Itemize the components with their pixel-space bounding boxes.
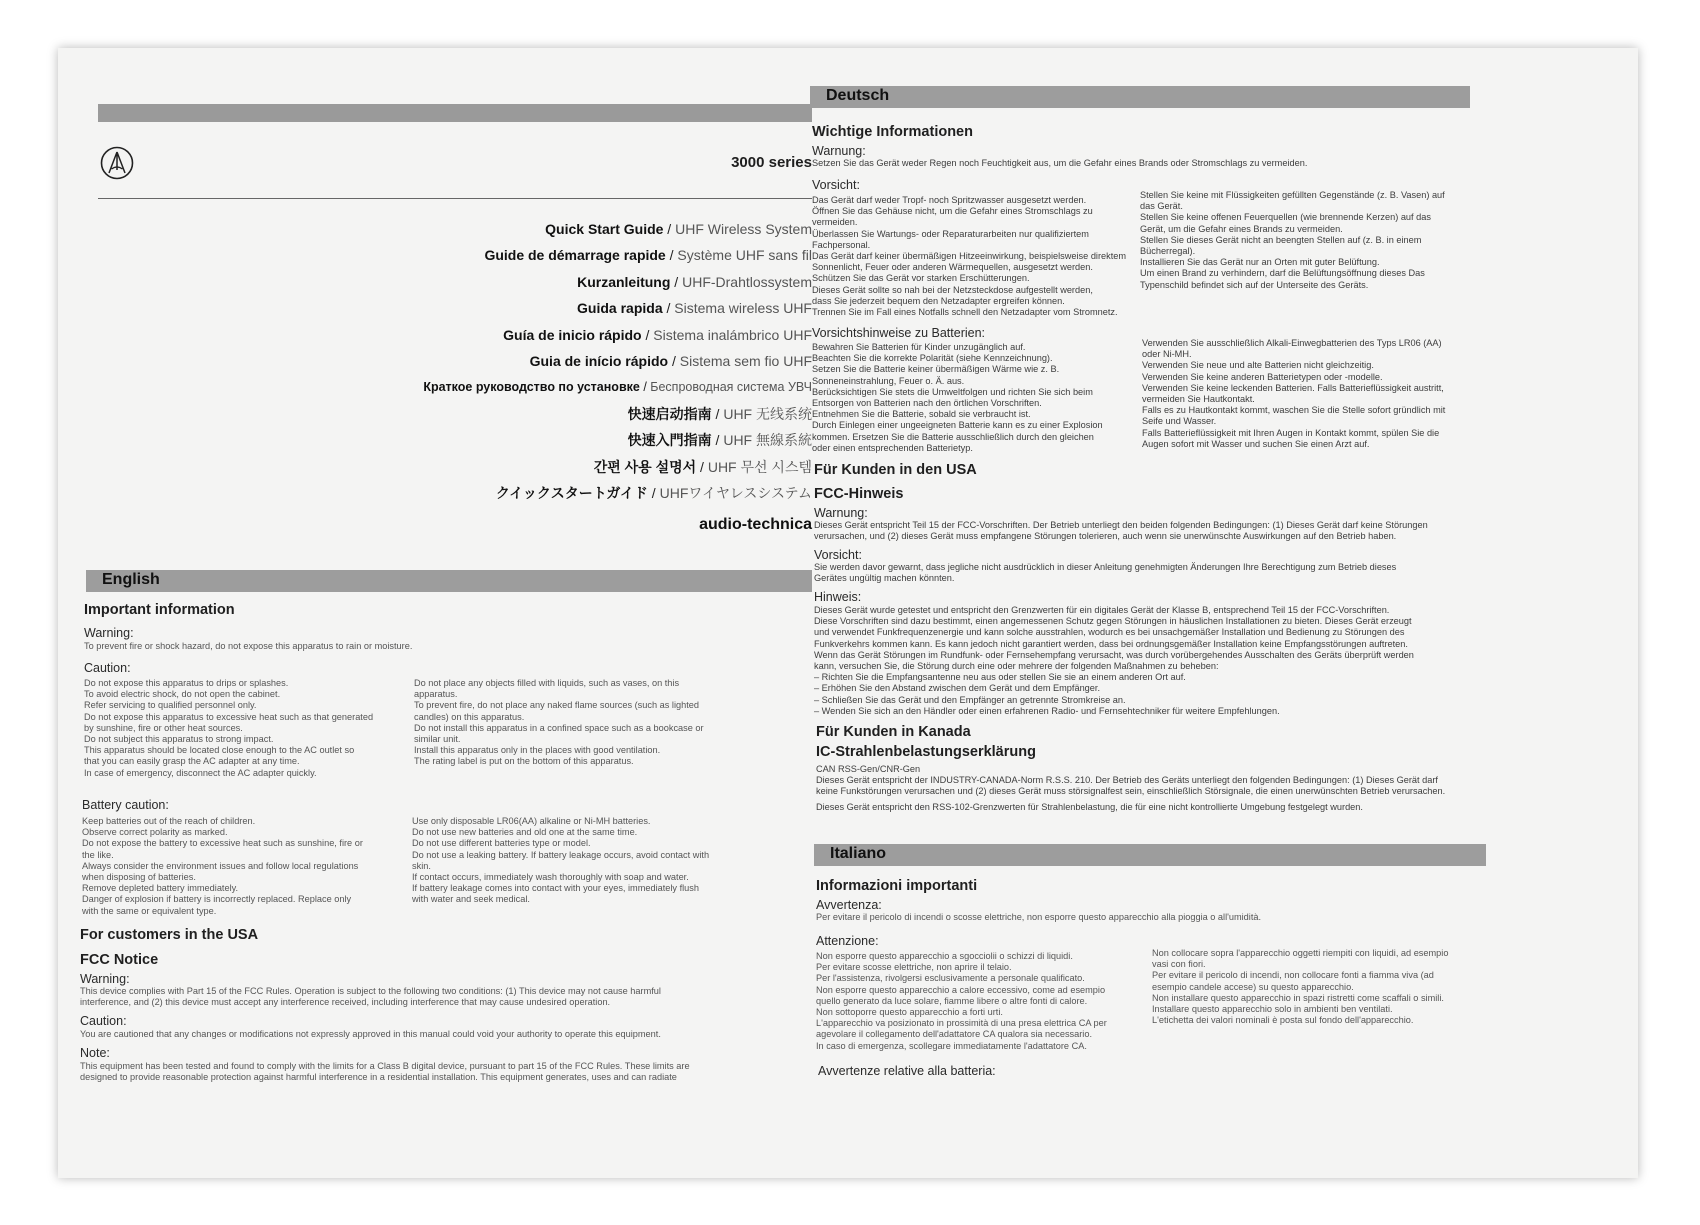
cover-title: Quick Start Guide / UHF Wireless System <box>545 221 812 237</box>
cover-title-list <box>358 216 812 506</box>
cover-title: Kurzanleitung / UHF-Drahtlossystem <box>577 273 812 290</box>
deutsch-fcc-caution-text: Sie werden davor gewarnt, dass jegliche nicht ausdrücklich in dieser Anleitung genehmigten Änderungen Ihre Berechtigung zum Betrieb dieses Gerätes ungültig machen könnten. <box>814 562 1397 584</box>
english-important-heading: Important information <box>84 602 235 618</box>
english-battery-left: Keep batteries out of the reach of children. Observe correct polarity as marked. Do not expose the battery to excessive heat such as sunshine, fire or the like. Always consider the environment issues and follow local regulations when disposing of batteries. Remove depleted battery immediately. Danger of explosion if battery is incorrectly replaced. Replace only with the same or equivalent type. <box>82 816 363 916</box>
italiano-caution-left: Non esporre questo apparecchio a sgocciolii o schizzi di liquidi. Per evitare scosse elettriche, non aprire il telaio. Per l'assistenza, rivolgersi esclusivamente a personale qualificato. Non esporre questo apparecchio a calore eccessivo, come ad esempio quello generato da luce solare, fiamme libere o altre fonti di calore. Non sottoporre questo apparecchio a forti urti. L'apparecchio va posizionato in prossimità di una presa elettrica CA per agevolare il collegamento dell'adattatore CA qualora sia necessario. In caso di emergenza, scollegare immediatamente l'adattatore CA. <box>816 951 1107 1051</box>
series-label: 3000 series <box>731 154 812 171</box>
deutsch-title: Deutsch <box>826 87 890 104</box>
deutsch-fcc-heading: FCC-Hinweis <box>814 486 904 502</box>
deutsch-battery-right: Verwenden Sie ausschließlich Alkali-Einwegbatterien des Typs LR06 (AA) oder Ni-MH. Verwenden Sie neue und alte Batterien nicht gleichzeitig. Verwenden Sie keine anderen Batterietypen oder -modelle. Verwenden Sie keine leckenden Batterien. Falls Batterieflüssigkeit austritt, vermeiden Sie Hautkontakt. Falls es zu Hautkontakt kommt, waschen Sie die Stelle sofort gründlich mit Seife und Wasser. Falls Batterieflüssigkeit mit Ihren Augen in Kontakt kommt, spülen Sie die Augen sofort mit Wasser und suchen Sie einen Arzt auf. <box>1142 338 1446 449</box>
cover-title: Краткое руководство по установке / Беспроводная система УВЧ <box>423 380 812 395</box>
english-title: English <box>102 571 160 588</box>
english-battery-right: Use only disposable LR06(AA) alkaline or Ni-MH batteries. Do not use new batteries and old one at the same time. Do not use different batteries type or model. Do not use a leaking battery. If battery leakage occurs, avoid contact with skin. If contact occurs, immediately wash thoroughly with soap and water. If battery leakage comes into contact with your eyes, immediately flush with water and seek medical. <box>412 816 710 905</box>
audio-technica-logo-icon <box>100 146 134 180</box>
deutsch-caution-right: Stellen Sie keine mit Flüssigkeiten gefüllten Gegenstände (z. B. Vasen) auf das Gerät. Stellen Sie keine offenen Feuerquellen (wie brennende Kerzen) auf das Gerät, um die Gefahr eines Brands zu vermeiden. Stellen Sie dieses Gerät nicht an beengten Stellen auf (z. B. in einem Bücherregal). Installieren Sie das Gerät nur an Orten mit guter Belüftung. Um einen Brand zu verhindern, darf die Belüftungsöffnung dieses Das Typenschild befindet sich auf der Unterseite des Geräts. <box>1140 190 1445 290</box>
english-fcc-caution-label: Caution: <box>80 1014 127 1028</box>
deutsch-note-label: Hinweis: <box>814 590 862 604</box>
brand-wordmark: audio-technica <box>699 516 812 533</box>
english-fcc-caution-text: You are cautioned that any changes or modifications not expressly approved in this manual could void your authority to operate this equipment. <box>80 1029 661 1039</box>
english-usa-heading: For customers in the USA <box>80 927 259 943</box>
cover-title: 快速启动指南 / UHF 无线系统 <box>627 405 812 422</box>
english-header-bar <box>86 570 812 592</box>
cover-title: Guide de démarrage rapide / Système UHF sans fil <box>484 247 812 264</box>
italiano-battery-label: Avvertenze relative alla batteria: <box>818 1064 996 1078</box>
deutsch-usa-heading: Für Kunden in den USA <box>814 462 977 478</box>
english-note-label: Note: <box>80 1046 110 1060</box>
deutsch-battery-left: Bewahren Sie Batterien für Kinder unzugänglich auf. Beachten Sie die korrekte Polarität (siehe Kennzeichnung). Setzen Sie die Batterie keiner übermäßigen Wärme wie z. B. Sonneneinstrahlung, Feuer o. Ä. aus. Berücksichtigen Sie stets die Umweltfolgen und richten Sie sich beim Entsorgen von Batterien nach den örtlichen Vorschriften. Entnehmen Sie die Batterie, sobald sie verbraucht ist. Durch Einlegen einer ungeeigneten Batterie kann es zu einer Explosion kommen. Ersetzen Sie die Batterie ausschließlich durch den gleichen oder einen entsprechenden Batterietyp. <box>812 342 1103 453</box>
cover-top-bar <box>98 104 812 122</box>
english-battery-label: Battery caution: <box>82 798 169 812</box>
english-caution-left: Do not expose this apparatus to drips or splashes. To avoid electric shock, do not open the cabinet. Refer servicing to qualified personnel only. Do not expose this apparatus to excessive heat such as that generated by sunshine, fire or other heat sources. Do not subject this apparatus to strong impact. This apparatus should be located close enough to the AC outlet so that you can easily grasp the AC adapter at any time. In case of emergency, disconnect the AC adapter quickly. <box>84 678 374 778</box>
deutsch-battery-label: Vorsichtshinweise zu Batterien: <box>812 326 986 340</box>
cover-title: Guida rapida / Sistema wireless UHF <box>577 300 812 317</box>
deutsch-ic-heading: IC-Strahlenbelastungserklärung <box>816 744 1036 760</box>
italiano-header-bar <box>814 844 1486 866</box>
manual-sheet <box>58 48 1638 1178</box>
deutsch-warning-text: Setzen Sie das Gerät weder Regen noch Feuchtigkeit aus, um die Gefahr eines Brands oder Stromschlags zu vermeiden. <box>812 158 1308 168</box>
deutsch-fcc-caution-label: Vorsicht: <box>814 548 862 562</box>
cover-title: 快速入門指南 / UHF 無線系統 <box>627 432 812 449</box>
english-fcc-warning-text: This device complies with Part 15 of the FCC Rules. Operation is subject to the following two conditions: (1) This device may not cause harmful interference, and (2) this device must accept any interference received, including interference that may cause undesired operation. <box>80 986 661 1008</box>
deutsch-ic-text: CAN RSS-Gen/CNR-Gen Dieses Gerät entspricht der INDUSTRY-CANADA-Norm R.S.S. 210. Der Betrieb des Geräts unterliegt den folgenden Bedingungen: (1) Dieses Gerät darf keine Funkstörungen verursachen und (2) dieses Gerät muss störsignalfest sein, einschließlich Störsignale, die einen unerwünschten Betrieb verursachen. <box>816 764 1446 797</box>
cover-rule <box>98 198 812 199</box>
deutsch-warning-label: Warnung: <box>812 144 866 158</box>
english-warning-text: To prevent fire or shock hazard, do not expose this apparatus to rain or moisture. <box>84 641 413 651</box>
deutsch-fcc-warning-label: Warnung: <box>814 506 868 520</box>
italiano-title: Italiano <box>830 845 887 862</box>
italiano-caution-label: Attenzione: <box>816 934 879 948</box>
english-fcc-warning-label: Warning: <box>80 972 130 986</box>
english-caution-label: Caution: <box>84 661 131 675</box>
deutsch-important-heading: Wichtige Informationen <box>812 124 973 140</box>
deutsch-caution-label: Vorsicht: <box>812 178 860 192</box>
english-note-text: This equipment has been tested and found to comply with the limits for a Class B digital device, pursuant to part 15 of the FCC Rules. These limits are designed to provide reasonable protection against harmful interference in a residential installation. This equipment generates, uses and can radiate <box>80 1061 690 1083</box>
italiano-important-heading: Informazioni importanti <box>816 878 978 894</box>
deutsch-ic-text-2: Dieses Gerät entspricht den RSS-102-Grenzwerten für Strahlenbelastung, die für eine nicht kontrollierte Umgebung festgelegt wurden. <box>816 802 1363 812</box>
english-warning-label: Warning: <box>84 626 134 640</box>
cover-title: クイックスタートガイド / UHFワイヤレスシステム <box>495 484 812 501</box>
deutsch-caution-left: Das Gerät darf weder Tropf- noch Spritzwasser ausgesetzt werden. Öffnen Sie das Gehäuse nicht, um die Gefahr eines Stromschlags zu vermeiden. Überlassen Sie Wartungs- oder Reparaturarbeiten nur qualifiziertem Fachpersonal. Das Gerät darf keiner übermäßigen Hitzeeinwirkung, beispielsweise direktem Sonnenlicht, Feuer oder anderen Wärmequellen, ausgesetzt werden. Schützen Sie das Gerät vor starken Erschütterungen. Dieses Gerät sollte so nah bei der Netzsteckdose aufgestellt werden, dass Sie jederzeit bequem den Netzadapter ergreifen können. Trennen Sie im Fall eines Notfalls schnell den Netzadapter vom Stromnetz. <box>812 195 1127 318</box>
deutsch-note-text: Dieses Gerät wurde getestet und entspricht den Grenzwerten für ein digitales Gerät der Klasse B, entsprechend Teil 15 der FCC-Vorschriften. Diese Vorschriften sind dazu bestimmt, einen angemessenen Schutz gegen Störungen in häuslichen Installationen zu bieten. Dieses Gerät erzeugt und verwendet Funkfrequenzenergie und kann solche ausstrahlen, wodurch es bei unsachgemäßer Installation und Bedienung zu Störungen des Funkverkehrs kommen kann. Es kann jedoch nicht garantiert werden, dass bei ordnungsgemäßer Installation keine Empfangsstörungen auftreten. Wenn das Gerät Störungen im Rundfunk- oder Fernsehempfang verursacht, was durch vorübergehendes Ausschalten des Geräts überprüft werden kann, versuchen Sie, die Störung durch eine oder mehrere der folgenden Maßnahmen zu beheben: – Richten Sie die Empfangsantenne neu aus oder stellen Sie sie an einem anderen Ort auf. – Erhöhen Sie den Abstand zwischen dem Gerät und dem Empfänger. – Schließen Sie das Gerät und den Empfänger an getrennte Stromkreise an. – Wenden Sie sich an den Händler oder einen erfahrenen Radio- und Fernsehtechniker für weitere Empfehlungen. <box>814 605 1414 716</box>
italiano-warning-text: Per evitare il pericolo di incendi o scosse elettriche, non esporre questo apparecchio alla pioggia o all'umidità. <box>816 912 1262 922</box>
cover-title: 간편 사용 설명서 / UHF 무선 시스템 <box>593 458 812 475</box>
cover-title: Guía de inicio rápido / Sistema inalámbrico UHF <box>503 326 812 343</box>
deutsch-header-bar <box>810 86 1470 108</box>
english-fcc-heading: FCC Notice <box>80 952 159 968</box>
italiano-caution-right: Non collocare sopra l'apparecchio oggetti riempiti con liquidi, ad esempio vasi con fiori. Per evitare il pericolo di incendi, non collocare fonti a fiamma viva (ad esempio candele accese) su questo apparecchio. Non installare questo apparecchio in spazi ristretti come scaffali o simili. Installare questo apparecchio solo in ambienti ben ventilati. L'etichetta dei valori nominali è posta sul fondo dell'apparecchio. <box>1152 948 1449 1026</box>
deutsch-fcc-warning-text: Dieses Gerät entspricht Teil 15 der FCC-Vorschriften. Der Betrieb unterliegt den beiden folgenden Bedingungen: (1) Dieses Gerät darf keine Störungen verursachen, und (2) dieses Gerät muss empfangene Störungen tolerieren, auch wenn sie unerwünschte Auswirkungen auf den Betrieb haben. <box>814 520 1428 542</box>
italiano-warning-label: Avvertenza: <box>816 898 882 912</box>
cover-title: Guia de início rápido / Sistema sem fio UHF <box>529 352 812 369</box>
english-caution-right: Do not place any objects filled with liquids, such as vases, on this apparatus. To prevent fire, do not place any naked flame sources (such as lighted candles) on this apparatus. Do not install this apparatus in a confined space such as a bookcase or similar unit. Install this apparatus only in the places with good ventilation. The rating label is put on the bottom of this apparatus. <box>414 678 704 767</box>
deutsch-canada-heading: Für Kunden in Kanada <box>816 724 971 740</box>
